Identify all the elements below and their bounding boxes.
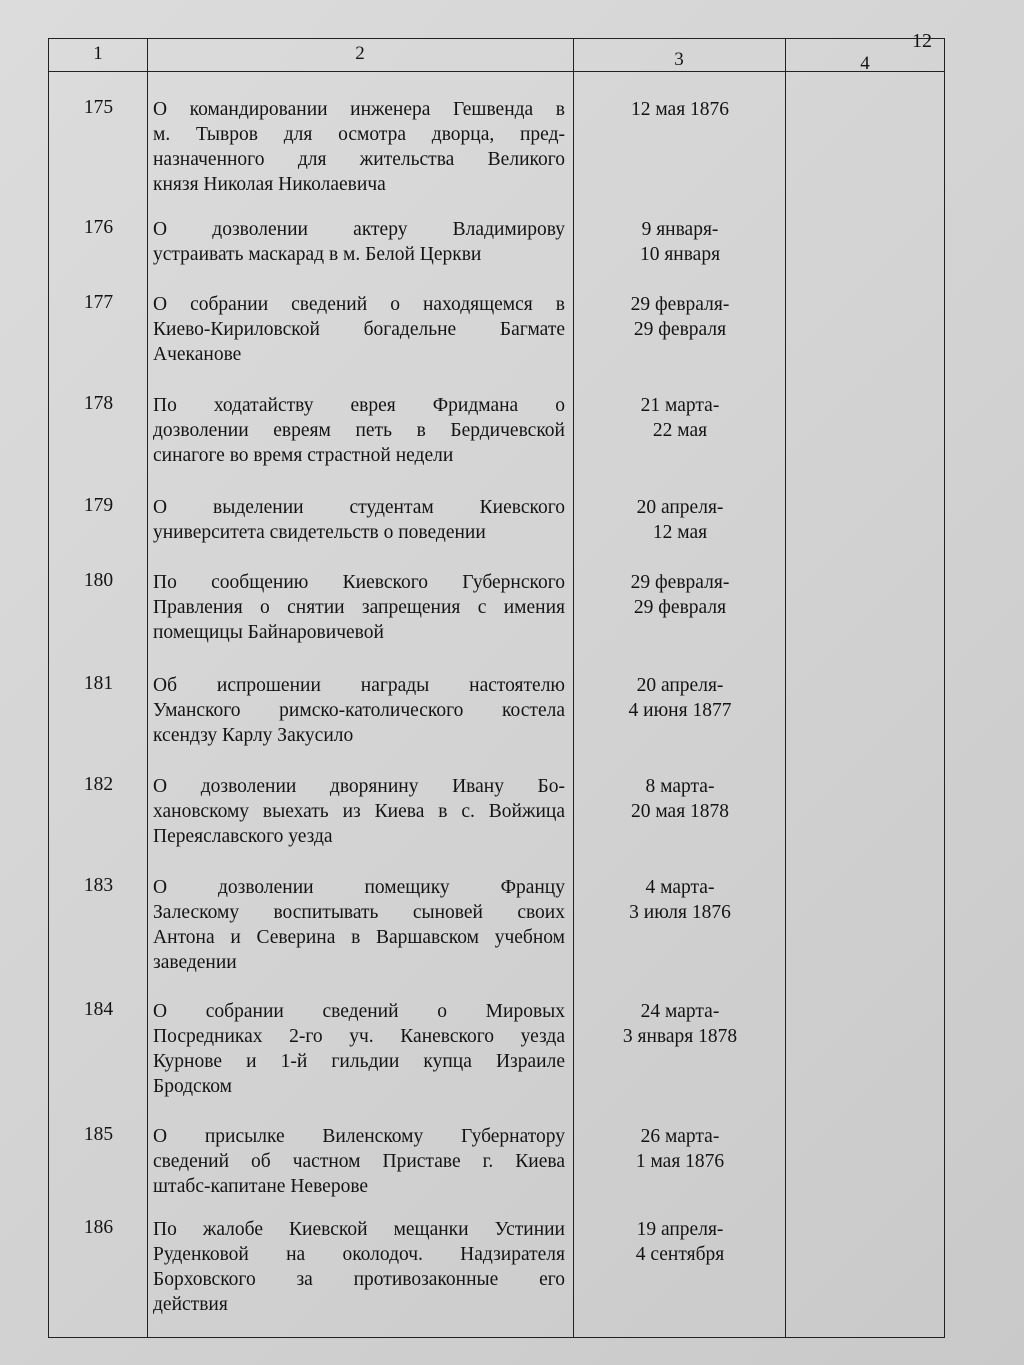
date-line: 29 февраля-	[630, 294, 730, 315]
date-line: 3 июля 1876	[629, 902, 731, 923]
date-line: 29 февраля	[633, 597, 727, 618]
item-date-range	[574, 393, 786, 443]
description-line: О собрании сведений о находящемся в	[153, 294, 565, 315]
item-description	[153, 217, 565, 267]
description-line: дозволении евреям петь в Бердичевской	[153, 420, 565, 441]
description-line: заведении	[153, 952, 237, 973]
item-number: 176	[83, 217, 114, 238]
date-line: 9 января-	[641, 219, 719, 240]
date-line: 3 января 1878	[622, 1026, 738, 1047]
page-number: 12	[912, 30, 932, 52]
description-line: О дозволении дворянину Ивану Бо-	[153, 776, 565, 797]
description-line: Правления о снятии запрещения с имения	[153, 597, 565, 618]
description-line: Залескому воспитывать сыновей своих	[153, 902, 565, 923]
description-line: устраивать маскарад в м. Белой Церкви	[153, 244, 482, 265]
header-col-3: 3	[674, 49, 684, 70]
date-line: 4 марта-	[645, 877, 715, 898]
description-line: О выделении студентам Киевского	[153, 497, 565, 518]
description-line: ксендзу Карлу Закусило	[153, 725, 354, 746]
description-line: действия	[153, 1294, 228, 1315]
description-line: Об испрошении награды настоятелю	[153, 675, 565, 696]
item-number: 175	[83, 97, 114, 118]
item-number: 184	[83, 999, 114, 1020]
description-line: штабс-капитане Неверове	[153, 1176, 369, 1197]
description-line: назначенного для жительства Великого	[153, 149, 565, 170]
date-line: 29 февраля-	[630, 572, 730, 593]
item-date-range	[574, 292, 786, 342]
item-number: 183	[83, 875, 114, 896]
description-line: Киево-Кириловской богадельне Багмате	[153, 319, 565, 340]
item-number: 180	[83, 570, 114, 591]
description-line: Ачеканове	[153, 344, 242, 365]
item-description	[153, 774, 565, 849]
date-line: 4 сентября	[635, 1244, 725, 1265]
date-line: 26 марта-	[640, 1126, 720, 1147]
date-line: 20 апреля-	[636, 497, 724, 518]
item-number: 185	[83, 1124, 114, 1145]
description-line: сведений об частном Приставе г. Киева	[153, 1151, 565, 1172]
description-line: О командировании инженера Гешвенда в	[153, 99, 565, 120]
date-line: 10 января	[639, 244, 721, 265]
description-line: синагоге во время страстной недели	[153, 445, 454, 466]
description-line: хановскому выехать из Киева в с. Войжица	[153, 801, 565, 822]
description-line: помещицы Байнаровичевой	[153, 622, 384, 643]
description-line: Борховского за противозаконные его	[153, 1269, 565, 1290]
description-line: Антона и Северина в Варшавском учебном	[153, 927, 565, 948]
description-line: м. Тывров для осмотра дворца, пред-	[153, 124, 565, 145]
item-date-range	[574, 875, 786, 925]
item-number: 182	[83, 774, 114, 795]
description-line: По сообщению Киевского Губернского	[153, 572, 565, 593]
description-line: По ходатайству еврея Фридмана о	[153, 395, 565, 416]
description-line: Курнове и 1-й гильдии купца Израиле	[153, 1051, 565, 1072]
date-line: 21 марта-	[640, 395, 720, 416]
description-line: Уманского римско-католического костела	[153, 700, 565, 721]
item-description	[153, 673, 565, 748]
item-description	[153, 97, 565, 197]
item-number: 177	[83, 292, 114, 313]
archive-table	[48, 38, 945, 1338]
date-line: 12 мая	[652, 522, 708, 543]
date-line: 24 марта-	[640, 1001, 720, 1022]
date-line: 4 июня 1877	[628, 700, 732, 721]
item-description	[153, 292, 565, 367]
date-line: 20 мая 1878	[630, 801, 730, 822]
description-line: университета свидетельств о поведении	[153, 522, 486, 543]
item-date-range	[574, 570, 786, 620]
item-number: 181	[83, 673, 114, 694]
item-date-range	[574, 1217, 786, 1267]
description-line: О присылке Виленскому Губернатору	[153, 1126, 565, 1147]
item-date-range	[574, 1124, 786, 1174]
item-date-range	[574, 217, 786, 267]
item-date-range	[574, 673, 786, 723]
date-line: 20 апреля-	[636, 675, 724, 696]
description-line: О дозволении актеру Владимирову	[153, 219, 565, 240]
item-description	[153, 570, 565, 645]
description-line: По жалобе Киевской мещанки Устинии	[153, 1219, 565, 1240]
item-number: 186	[83, 1217, 114, 1238]
date-line: 12 мая 1876	[630, 99, 730, 120]
item-description	[153, 1124, 565, 1199]
date-line: 8 марта-	[645, 776, 715, 797]
description-line: О собрании сведений о Мировых	[153, 1001, 565, 1022]
date-line: 22 мая	[652, 420, 708, 441]
item-description	[153, 1217, 565, 1317]
item-description	[153, 875, 565, 975]
date-line: 29 февраля	[633, 319, 727, 340]
item-description	[153, 393, 565, 468]
header-col-2: 2	[355, 43, 365, 64]
header-col-1: 1	[93, 43, 103, 64]
date-line: 1 мая 1876	[635, 1151, 725, 1172]
description-line: князя Николая Николаевича	[153, 174, 386, 195]
date-line: 19 апреля-	[636, 1219, 724, 1240]
item-date-range	[574, 774, 786, 824]
description-line: Руденковой на околодоч. Надзирателя	[153, 1244, 565, 1265]
description-line: Посредниках 2-го уч. Каневского уезда	[153, 1026, 565, 1047]
header-col-4: 4	[860, 53, 870, 74]
item-description	[153, 495, 565, 545]
description-line: Бродском	[153, 1076, 232, 1097]
item-date-range	[574, 97, 786, 122]
item-number: 178	[83, 393, 114, 414]
item-number: 179	[83, 495, 114, 516]
item-description	[153, 999, 565, 1099]
item-date-range	[574, 999, 786, 1049]
description-line: Переяславского уезда	[153, 826, 333, 847]
item-date-range	[574, 495, 786, 545]
description-line: О дозволении помещику Францу	[153, 877, 565, 898]
